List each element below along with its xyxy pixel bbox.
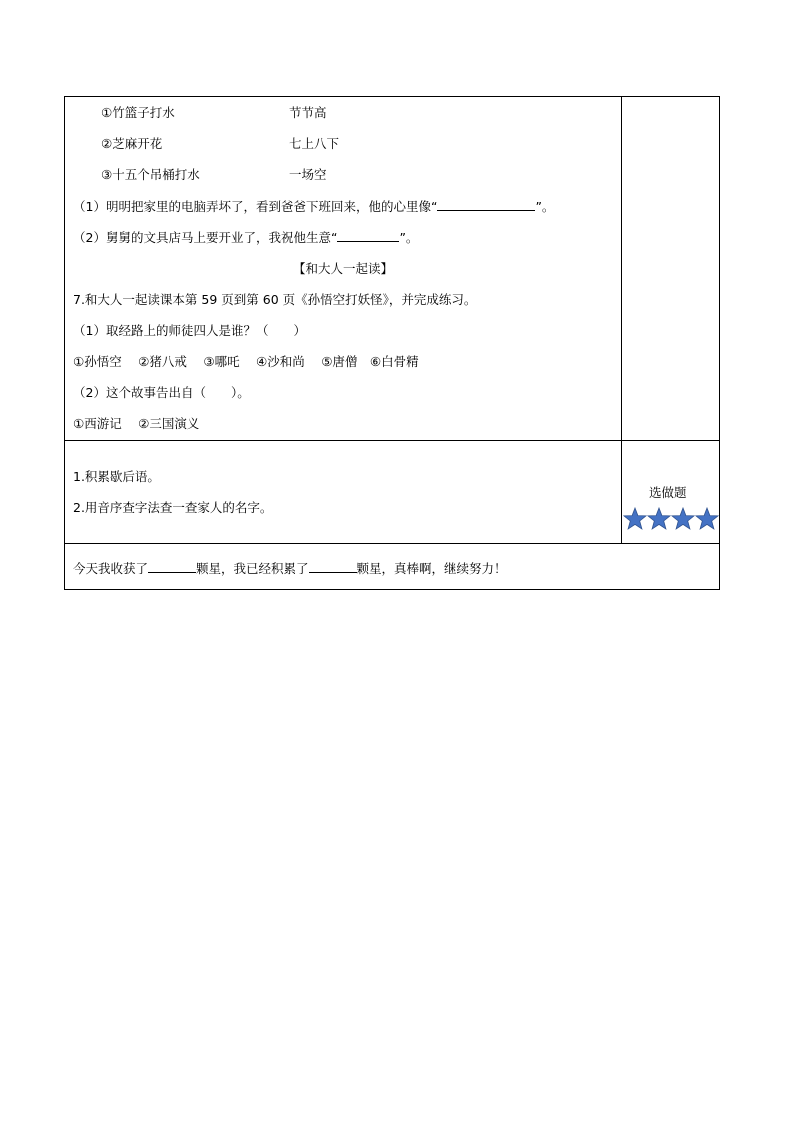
star-icon — [647, 507, 671, 531]
answer-blank-2[interactable] — [337, 230, 399, 242]
question-1-text: （1）明明把家里的电脑弄坏了，看到爸爸下班回来，他的心里像“ — [73, 199, 438, 214]
idiom-left-1: ①竹篮子打水 — [101, 105, 175, 120]
worksheet-table — [64, 96, 720, 590]
idiom-right-3: 一场空 — [289, 167, 327, 182]
question-2 — [73, 230, 418, 246]
question-7-2-options: ①西游记 ②三国演义 — [73, 416, 200, 431]
idiom-right-2: 七上八下 — [289, 136, 340, 151]
column-divider — [621, 97, 622, 543]
question-7: 7.和大人一起读课本第 59 页到第 60 页《孙悟空打妖怪》，并完成练习。 — [73, 292, 477, 307]
question-7-2: （2）这个故事告出自（ ）。 — [73, 385, 250, 400]
star-icon — [623, 507, 647, 531]
question-1 — [73, 199, 554, 215]
star-icon — [671, 507, 695, 531]
summary-line — [73, 561, 507, 577]
star-rating — [623, 507, 719, 531]
stars-earned-blank[interactable] — [148, 561, 196, 573]
idiom-right-1: 节节高 — [289, 105, 327, 120]
summary-text-1: 今天我收获了 — [73, 561, 149, 576]
optional-label: 选做题 — [649, 485, 687, 500]
question-7-1: （1）取经路上的师徒四人是谁？（ ） — [73, 323, 306, 338]
question-2-text: （2）舅舅的文具店马上要开业了，我祝他生意“ — [73, 230, 338, 245]
question-2-close: ”。 — [399, 230, 419, 245]
question-1-close: ”。 — [535, 199, 555, 214]
question-7-1-options: ①孙悟空 ②猪八戒 ③哪吒 ④沙和尚 ⑤唐僧 ⑥白骨精 — [73, 354, 419, 369]
answer-blank-1[interactable] — [437, 199, 535, 211]
summary-text-2: 颗星，我已经积累了 — [196, 561, 309, 576]
task-2: 2.用音序查字法查一查家人的名字。 — [73, 500, 273, 515]
idiom-left-2: ②芝麻开花 — [101, 136, 163, 151]
stars-total-blank[interactable] — [309, 561, 357, 573]
reading-heading: 【和大人一起读】 — [292, 261, 393, 276]
star-icon — [695, 507, 719, 531]
task-1: 1.积累歇后语。 — [73, 469, 160, 484]
idiom-left-3: ③十五个吊桶打水 — [101, 167, 200, 182]
summary-text-3: 颗星，真棒啊，继续努力！ — [356, 561, 507, 576]
row-divider-2 — [65, 543, 719, 544]
